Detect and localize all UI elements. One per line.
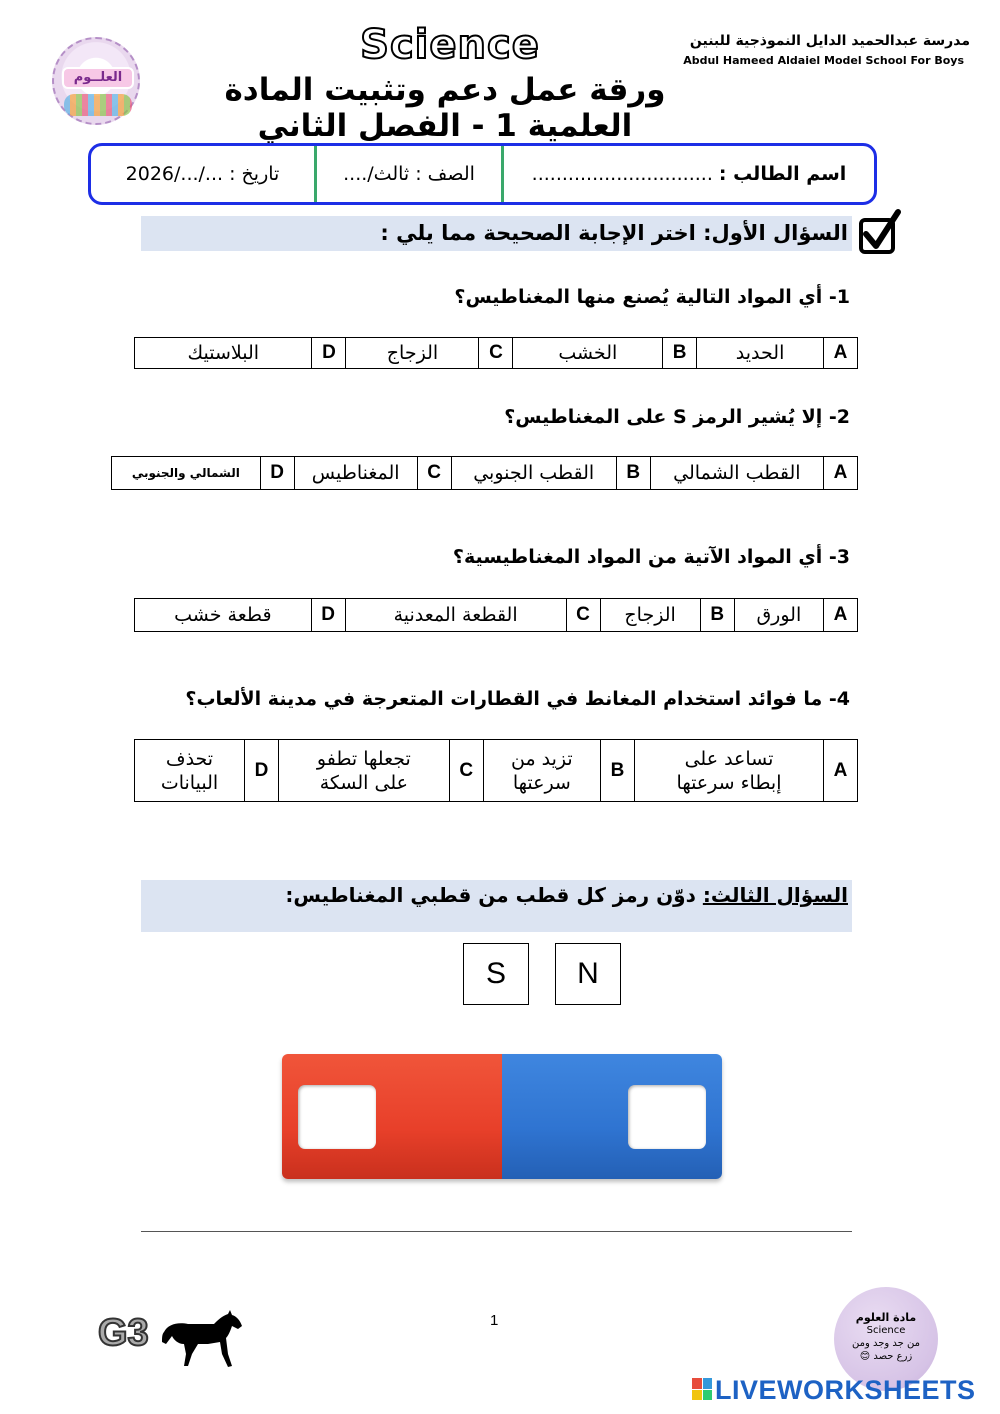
option-4d-line2: البيانات [160, 771, 219, 794]
option-4c[interactable] [279, 740, 450, 802]
question-3: 3- أي المواد الآتية من المواد المغناطيسية؟ [452, 546, 850, 568]
option-2b[interactable]: القطب الجنوبي [451, 457, 616, 490]
option-letter: C [566, 599, 600, 632]
page-number: 1 [490, 1312, 499, 1329]
grade-tag: G3 [98, 1312, 149, 1354]
student-name-field[interactable] [504, 146, 874, 202]
option-2c[interactable]: المغناطيس [294, 457, 417, 490]
question-2-options [111, 456, 858, 490]
footer-divider [141, 1231, 852, 1232]
option-letter: C [449, 740, 483, 802]
option-4b-line1: تزيد من [510, 747, 573, 770]
option-letter: B [663, 338, 697, 369]
option-4a[interactable] [635, 740, 824, 802]
student-info-box [88, 143, 877, 205]
title-science: Science [360, 22, 540, 68]
question-1-options [134, 337, 858, 369]
option-3d[interactable]: قطعة خشب [135, 599, 312, 632]
option-letter: A [824, 457, 858, 490]
section-3-text: دوّن رمز كل قطب من قطبي المغناطيس: [285, 883, 703, 907]
section-1-heading: السؤال الأول: اختر الإجابة الصحيحة مما يلي : [141, 216, 852, 251]
subject-logo-decoration [64, 94, 132, 116]
option-2a[interactable]: القطب الشمالي [650, 457, 823, 490]
question-4: 4- ما فوائد استخدام المغانط في القطارات المتعرجة في مدينة الألعاب؟ [185, 688, 850, 710]
option-3b[interactable]: الزجاج [600, 599, 700, 632]
option-letter: C [417, 457, 451, 490]
question-2: 2- إلا يُشير الرمز S على المغناطيس؟ [504, 406, 850, 428]
option-1b[interactable]: الخشب [513, 338, 663, 369]
option-3c[interactable]: القطعة المعدنية [345, 599, 566, 632]
checkbox-check-icon [856, 208, 902, 256]
section-3-heading [141, 880, 852, 932]
school-name-english: Abdul Hameed Aldaiel Model School For Boys [683, 54, 964, 67]
bar-magnet-image [282, 1054, 722, 1179]
stamp-line-2: Science [866, 1325, 906, 1336]
option-4d[interactable] [135, 740, 245, 802]
student-name-blank: .............................. [531, 163, 713, 185]
date-field[interactable]: تاريخ : .../.../2026 [125, 163, 280, 185]
option-2d[interactable]: الشمالي والجنوبي [112, 457, 261, 490]
stamp-line-3: من جد وجد ومن [852, 1338, 920, 1349]
liveworksheets-brand[interactable] [693, 1375, 976, 1406]
option-4d-line1: تحذف [165, 747, 214, 770]
grade-field[interactable]: الصف : ثالث/.... [314, 146, 504, 202]
option-letter: A [824, 740, 858, 802]
horse-icon [158, 1310, 244, 1368]
option-1d[interactable]: البلاستيك [135, 338, 312, 369]
subject-logo-label: العلــوم [62, 67, 134, 89]
option-letter: B [601, 740, 635, 802]
option-4c-line1: تجعلها تطفو [316, 747, 411, 770]
option-4b-line2: سرعتها [512, 771, 571, 794]
magnet-right-drop-zone[interactable] [628, 1085, 706, 1149]
pole-answer-s[interactable]: S [463, 943, 529, 1005]
option-letter: A [824, 338, 858, 369]
question-1: 1- أي المواد التالية يُصنع منها المغناطيس؟ [454, 286, 850, 308]
stamp-line-4: زرع حصد 😊 [859, 1351, 913, 1362]
option-4b[interactable] [483, 740, 600, 802]
option-1c[interactable]: الزجاج [346, 338, 479, 369]
liveworksheets-brand-text: LIVEWORKSHEETS [715, 1375, 976, 1405]
section-3-label: السؤال الثالث: [702, 883, 848, 907]
option-letter: B [700, 599, 734, 632]
stamp-line-1: مادة العلوم [855, 1311, 917, 1324]
option-letter: B [616, 457, 650, 490]
option-letter: D [312, 338, 346, 369]
option-1a[interactable]: الحديد [697, 338, 824, 369]
worksheet-title: ورقة عمل دعم وتثبيت المادة العلمية 1 - الفصل الثاني [224, 72, 666, 144]
option-letter: C [479, 338, 513, 369]
student-name-label: اسم الطالب : [718, 163, 847, 185]
option-4c-line2: على السكة [319, 771, 408, 794]
school-name-arabic: مدرسة عبدالحميد الدايل النموذجية للبنين [689, 33, 970, 49]
option-letter: A [824, 599, 858, 632]
question-3-options [134, 598, 858, 632]
option-letter: D [260, 457, 294, 490]
option-letter: D [245, 740, 279, 802]
option-3a[interactable]: الورق [734, 599, 823, 632]
option-4a-line1: تساعد على [684, 747, 774, 770]
question-4-options [134, 739, 858, 802]
magnet-left-drop-zone[interactable] [298, 1085, 376, 1149]
option-4a-line2: إبطاء سرعتها [676, 771, 782, 794]
subject-logo [52, 37, 140, 125]
option-letter: D [311, 599, 345, 632]
pole-answer-n[interactable]: N [555, 943, 621, 1005]
